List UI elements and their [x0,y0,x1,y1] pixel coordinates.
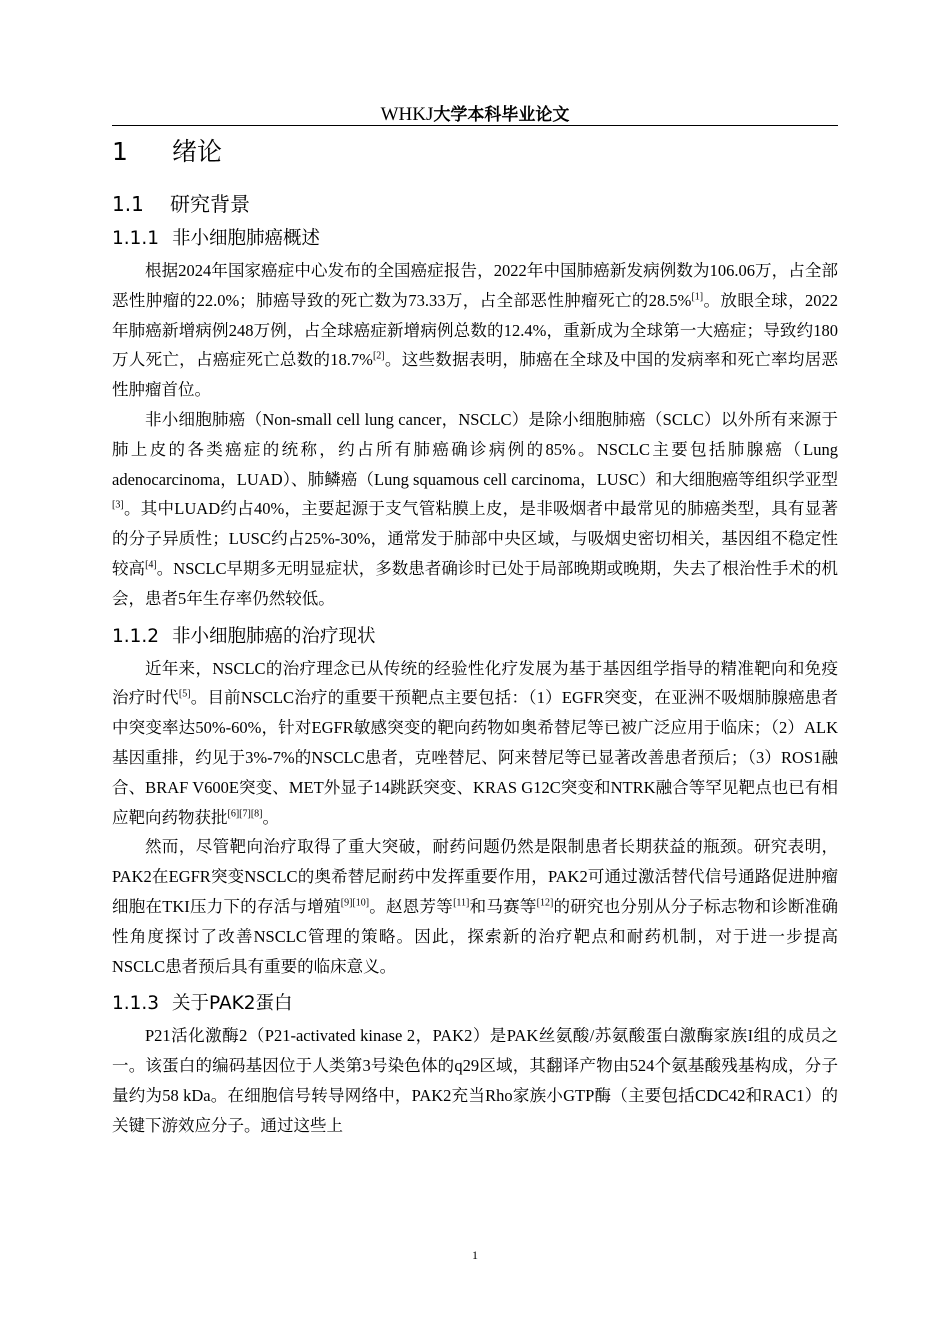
paragraph-text: 根据2024年国家癌症中心发布的全国癌症报告，2022年中国肺癌新发病例数为106.06万，占全部恶性肿瘤的22.0%；肺癌导致的死亡数为73.33万，占全部恶性肿瘤死亡的28.5% [112,261,838,310]
citation-ref: [2] [372,350,385,362]
chapter-number: 1 [112,137,128,166]
subsection-title: 非小细胞肺癌的治疗现状 [172,625,376,647]
body-paragraph [112,832,838,981]
page-number: 1 [472,1248,478,1262]
citation-ref: [9][10] [340,897,370,909]
subsection-heading [112,620,838,654]
citation-ref: [4] [145,559,157,571]
citation-ref: [12] [536,897,554,909]
header-title: 大学本科毕业论文 [433,105,570,124]
body-paragraph [112,405,838,614]
section-heading [112,186,838,222]
body-paragraph [112,256,838,405]
page-body [112,128,838,1141]
paragraph-text: 。NSCLC早期多无明显症状，多数患者确诊时已处于局部晚期或晚期，失去了根治性手术的机会，患者5年生存率仍然较低。 [112,558,839,608]
subsection-title: 非小细胞肺癌概述 [172,228,321,249]
paragraph-text: P21活化激酶2（P21-activated kinase 2，PAK2）是PAK丝氨酸/苏氨酸蛋白激酶家族I组的成员之一。该蛋白的编码基因位于人类第3号染色体的q29区域，其翻译产物由524个氨基酸残基构成，分子量约为58 kDa。在细胞信号转导网络中，PAK2充当Rho家族小GTP酶（主要包括CDC42和RAC1）的关键下游效应分子。通过这些上 [112,1026,838,1135]
body-paragraph [112,654,838,833]
running-header [112,104,838,124]
subsection-number: 1.1.1 [112,228,160,249]
paragraph-text: 。 [262,807,279,827]
paragraph-text: 的研究也分别从分子标志物和诊断准确性角度探讨了改善NSCLC管理的策略。因此，探索新的治疗靶点和耐药机制，对于进一步提高NSCLC患者预后具有重要的临床意义。 [112,896,839,976]
paragraph-text: 。赵恩芳等 [369,896,454,916]
subsection-number: 1.1.2 [112,625,160,647]
section-title: 研究背景 [170,192,250,216]
paragraph-text: 和马赛等 [469,896,537,916]
paragraph-text: 。放眼全球，2022年肺癌新增病例248万例，占全球癌症新增病例总数的12.4%，重新成为全球第一大癌症；导致约180万人死亡，占癌症死亡总数的18.7% [112,290,839,370]
section-number: 1.1 [112,192,144,216]
chapter-heading [112,130,838,174]
header-latin: WHKJ [380,104,434,124]
body-paragraph [112,1021,838,1140]
header-rule [112,125,838,126]
subsection-number: 1.1.3 [112,993,160,1015]
citation-ref: [5] [178,688,191,700]
paragraph-text: 。这些数据表明，肺癌在全球及中国的发病率和死亡率均居恶性肿瘤首位。 [112,350,839,400]
paragraph-text: 近年来，NSCLC的治疗理念已从传统的经验性化疗发展为基于基因组学指导的精准靶向和免疫治疗时代 [112,658,838,708]
citation-ref: [11] [453,897,470,909]
paragraph-text: 然而，尽管靶向治疗取得了重大突破，耐药问题仍然是限制患者长期获益的瓶颈。研究表明，PAK2在EGFR突变NSCLC的奥希替尼耐药中发挥重要作用，PAK2可通过激活替代信号通路促进肿瘤细胞在TKI压力下的存活与增殖 [112,837,838,916]
paragraph-text: 。目前NSCLC治疗的重要干预靶点主要包括：（1）EGFR突变，在亚洲不吸烟肺腺癌患者中突变率达50%-60%，针对EGFR敏感突变的靶向药物如奥希替尼等已被广泛应用于临床；（2）ALK基因重排，约见于3%-7%的NSCLC患者，克唑替尼、阿来替尼等已显著改善患者预后；（3）ROS1融合、BRAF V600E突变、MET外显子14跳跃突变、KRAS G12C突变和NTRK融合等罕见靶点也已有相应靶向药物获批 [112,688,839,827]
chapter-title: 绪论 [172,137,223,166]
citation-ref: [1] [691,291,704,303]
citation-ref: [6][7][8] [227,808,263,820]
paragraph-text: 。其中LUAD约占40%，主要起源于支气管粘膜上皮，是非吸烟者中最常见的肺癌类型，具有显著的分子异质性；LUSC约占25%-30%，通常发于肺部中央区域，与吸烟史密切相关，基因组不稳定性较高 [112,499,838,578]
subsection-heading [112,222,838,256]
paragraph-text: 非小细胞肺癌（Non-small cell lung cancer，NSCLC）是除小细胞肺癌（SCLC）以外所有来源于肺上皮的各类癌症的统称，约占所有肺癌确诊病例的85%。NSCLC主要包括肺腺癌（Lung adenocarcinoma，LUAD）、肺鳞癌（Lung squamous cell carcinoma，LUSC）和大细胞癌等组织学亚型 [112,409,838,489]
subsection-title: 关于PAK2蛋白 [172,993,293,1015]
citation-ref: [3] [112,499,124,511]
subsection-heading [112,987,838,1021]
